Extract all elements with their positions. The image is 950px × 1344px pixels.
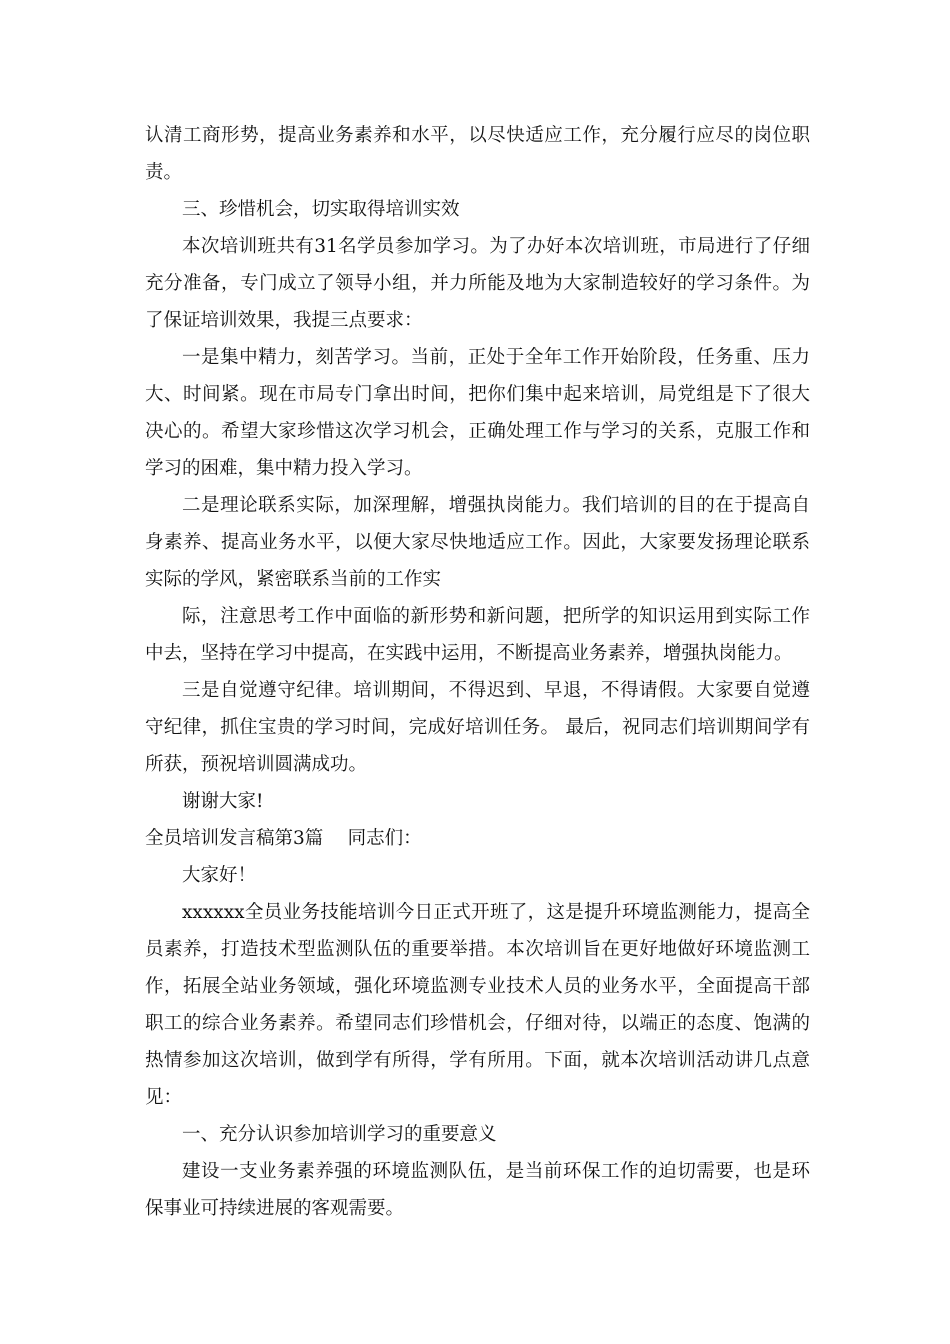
- section-heading: 一、充分认识参加培训学习的重要意义: [182, 1124, 497, 1145]
- closing-line: 谢谢大家!: [182, 791, 264, 812]
- paragraph: 一是集中精力，刻苦学习。当前，正处于全年工作开始阶段，任务重、压力大、时间紧。现在市局专门拿出时间，把你们集中起来培训，局党组是下了很大决心的。希望大家珍惜这次学习机会，正确处理工作与学习的关系，克服工作和学习的困难，集中精力投入学习。: [145, 347, 810, 479]
- article-title: 全员培训发言稿第3篇 同志们：: [145, 828, 422, 849]
- paragraph: 认清工商形势，提高业务素养和水平，以尽快适应工作，充分履行应尽的岗位职责。: [145, 125, 810, 183]
- document-body: [145, 117, 810, 1227]
- paragraph: 三是自觉遵守纪律。培训期间，不得迟到、早退，不得请假。大家要自觉遵守纪律，抓住宝贵的学习时间，完成好培训任务。 最后，祝同志们培训期间学有所获，预祝培训圆满成功。: [145, 680, 810, 775]
- paragraph: 本次培训班共有31名学员参加学习。为了办好本次培训班，市局进行了仔细充分准备，专门成立了领导小组，并力所能及地为大家制造较好的学习条件。为了保证培训效果，我提三点要求：: [145, 236, 810, 331]
- paragraph: 际，注意思考工作中面临的新形势和新问题，把所学的知识运用到实际工作中去，坚持在学习中提高，在实践中运用，不断提高业务素养，增强执岗能力。: [145, 606, 810, 664]
- paragraph: xxxxxx全员业务技能培训今日正式开班了，这是提升环境监测能力，提高全员素养，打造技术型监测队伍的重要举措。本次培训旨在更好地做好环境监测工作，拓展全站业务领域，强化环境监测专业技术人员的业务水平，全面提高干部职工的综合业务素养。希望同志们珍惜机会，仔细对待，以端正的态度、饱满的热情参加这次培训，做到学有所得，学有所用。下面，就本次培训活动讲几点意见：: [145, 902, 810, 1108]
- greeting: 大家好！: [182, 865, 257, 886]
- section-heading: 三、珍惜机会，切实取得培训实效: [182, 199, 460, 220]
- paragraph: 建设一支业务素养强的环境监测队伍，是当前环保工作的迫切需要，也是环保事业可持续进展的客观需要。: [145, 1161, 810, 1219]
- paragraph: 二是理论联系实际，加深理解，增强执岗能力。我们培训的目的在于提高自身素养、提高业务水平，以便大家尽快地适应工作。因此，大家要发扬理论联系实际的学风，紧密联系当前的工作实: [145, 495, 810, 590]
